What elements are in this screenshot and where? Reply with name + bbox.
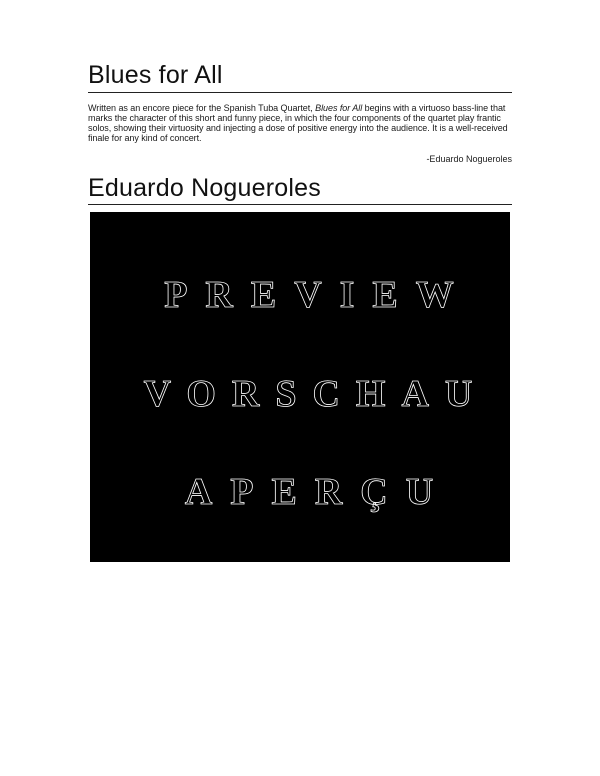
description-text-start: Written as an encore piece for the Spanish Tuba Quartet, xyxy=(88,103,316,113)
preview-redaction-box xyxy=(90,212,510,562)
description-text-end: begins with a virtuoso bass-line that marks the character of this short and funny piece, in which the four components of the quartet play frantic solos, showing their virtuosity and injecting a dose of positive energy into the audience. It is a well-received finale for any kind of concert. xyxy=(88,103,508,143)
piece-description xyxy=(88,103,512,143)
watermark-apercu-text: APERÇU xyxy=(184,471,452,513)
piece-title: Blues for All xyxy=(88,60,512,93)
composer-heading: Eduardo Nogueroles xyxy=(88,173,512,205)
document-page xyxy=(88,60,512,205)
watermark-preview-text: PREVIEW xyxy=(164,274,472,316)
description-italic-title: Blues for All xyxy=(315,103,363,113)
description-attribution: -Eduardo Nogueroles xyxy=(426,154,512,164)
watermark-vorschau-text: VORSCHAU xyxy=(143,373,489,415)
